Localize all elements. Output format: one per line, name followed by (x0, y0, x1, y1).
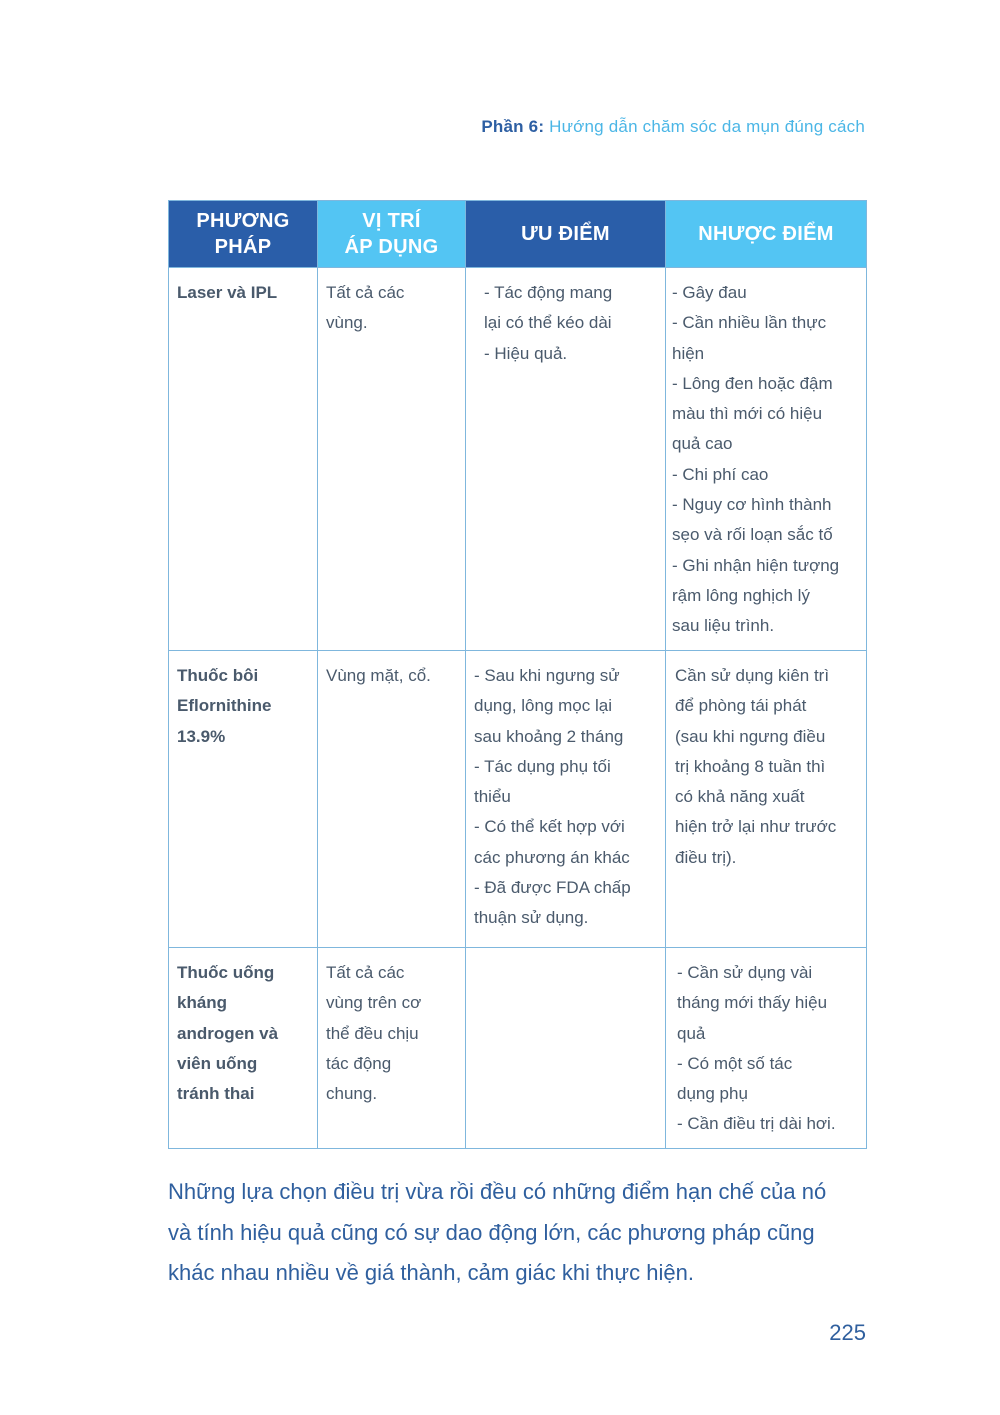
cell-line: các phương án khác (474, 847, 630, 867)
cell-line: thể đều chịu (326, 1023, 419, 1043)
paragraph-line: khác nhau nhiều về giá thành, cảm giác khi thực hiện. (168, 1260, 694, 1285)
cell-line: Thuốc bôi (177, 666, 259, 685)
table-row (169, 651, 867, 948)
method-cell (169, 651, 318, 948)
cell-line: có khả năng xuất (675, 787, 805, 807)
method-cell (169, 948, 318, 1149)
cons-cell (666, 651, 867, 948)
page-number: 225 (829, 1320, 866, 1345)
cell-line: sau liệu trình. (672, 616, 775, 636)
running-header (481, 117, 865, 137)
column-header-cons (666, 201, 867, 268)
column-header-pros (466, 201, 666, 268)
cell-line: Tất cả các (326, 283, 405, 302)
cell-line: rậm lông nghịch lý (672, 585, 810, 605)
cell-line: - Ghi nhận hiện tượng (672, 555, 840, 575)
cell-line: trị khoảng 8 tuần thì (675, 756, 826, 776)
cell-line: sau khoảng 2 tháng (474, 726, 624, 746)
table-row (169, 268, 867, 651)
location-cell (318, 268, 466, 651)
cell-line: dụng phụ (677, 1084, 748, 1104)
table-header-row (169, 201, 867, 268)
column-header-line: VỊ TRÍ (362, 210, 421, 232)
cell-line: tránh thai (177, 1084, 255, 1104)
paragraph-line: Những lựa chọn điều trị vừa rồi đều có những điểm hạn chế của nó (168, 1179, 827, 1204)
header-part-label: Phần 6: (481, 117, 545, 136)
column-header-line: PHƯƠNG (196, 210, 290, 232)
table-row (169, 948, 867, 1149)
paragraph-line: và tính hiệu quả cũng có sự dao động lớn, các phương pháp cũng (168, 1219, 815, 1245)
cell-line: vùng trên cơ (326, 993, 422, 1013)
cell-line: - Cần nhiều lần thực (672, 313, 827, 333)
comparison-table (168, 200, 867, 1149)
cell-line: - Tác dụng phụ tối (474, 756, 611, 776)
cell-line: thiểu (474, 787, 511, 807)
cell-line: hiện trở lại như trước (675, 817, 837, 837)
cell-line: vùng. (326, 313, 368, 333)
cell-line: - Có một số tác (677, 1053, 793, 1073)
cons-cell (666, 948, 867, 1149)
cell-line: - Nguy cơ hình thành (672, 495, 832, 515)
cell-line: Cần sử dụng kiên trì (675, 666, 830, 685)
cell-line: quả (677, 1023, 706, 1043)
cell-line: tháng mới thấy hiệu (677, 993, 828, 1013)
cell-line: - Tác động mang (484, 283, 613, 302)
column-header-line: NHƯỢC ĐIỂM (698, 223, 834, 245)
location-cell (318, 948, 466, 1149)
column-header-line: ÁP DỤNG (344, 236, 439, 258)
cell-line: viên uống (177, 1053, 258, 1073)
cell-line: - Đã được FDA chấp (474, 878, 631, 898)
cell-line: Eflornithine (177, 696, 272, 716)
cell-line: tác động (326, 1053, 392, 1073)
cell-line: - Gây đau (672, 283, 747, 302)
cell-line: quả cao (672, 434, 733, 454)
cell-line: - Cần sử dụng vài (677, 963, 813, 982)
cell-line: lại có thể kéo dài (484, 313, 612, 333)
cell-line: thuận sử dụng. (474, 908, 589, 928)
cell-line: Laser và IPL (177, 283, 278, 302)
cell-line: androgen và (177, 1023, 279, 1043)
cons-cell (666, 268, 867, 651)
cell-line: (sau khi ngưng điều (675, 726, 826, 746)
cell-line: màu thì mới có hiệu (672, 404, 823, 424)
cell-line: - Hiệu quả. (484, 343, 568, 363)
cell-line: - Lông đen hoặc đậm (672, 373, 833, 393)
cell-line: dụng, lông mọc lại (474, 696, 612, 716)
column-header-method (169, 201, 318, 268)
cell-line: - Sau khi ngưng sử (474, 666, 620, 685)
column-header-location (318, 201, 466, 268)
cell-line: hiện (672, 343, 705, 363)
pros-cell (466, 948, 666, 1149)
column-header-line: PHÁP (214, 236, 272, 258)
cell-line: - Có thể kết hợp với (474, 817, 625, 837)
cell-line: điều trị). (675, 847, 737, 867)
method-cell (169, 268, 318, 651)
cell-line: để phòng tái phát (675, 696, 807, 716)
summary-paragraph (168, 1172, 868, 1294)
cell-line: kháng (177, 993, 228, 1013)
pros-cell (466, 651, 666, 948)
cell-line: sẹo và rối loạn sắc tố (672, 525, 833, 545)
column-header-line: ƯU ĐIỂM (521, 223, 610, 245)
cell-line: Tất cả các (326, 963, 405, 982)
cell-line: - Cần điều trị dài hơi. (677, 1114, 836, 1134)
cell-line: 13.9% (177, 726, 226, 746)
pros-cell (466, 268, 666, 651)
header-section-title: Hướng dẫn chăm sóc da mụn đúng cách (549, 117, 865, 136)
cell-line: Thuốc uống (177, 963, 275, 982)
location-cell (318, 651, 466, 948)
cell-line: - Chi phí cao (672, 464, 769, 484)
cell-line: Vùng mặt, cổ. (326, 666, 431, 685)
cell-line: chung. (326, 1084, 378, 1104)
